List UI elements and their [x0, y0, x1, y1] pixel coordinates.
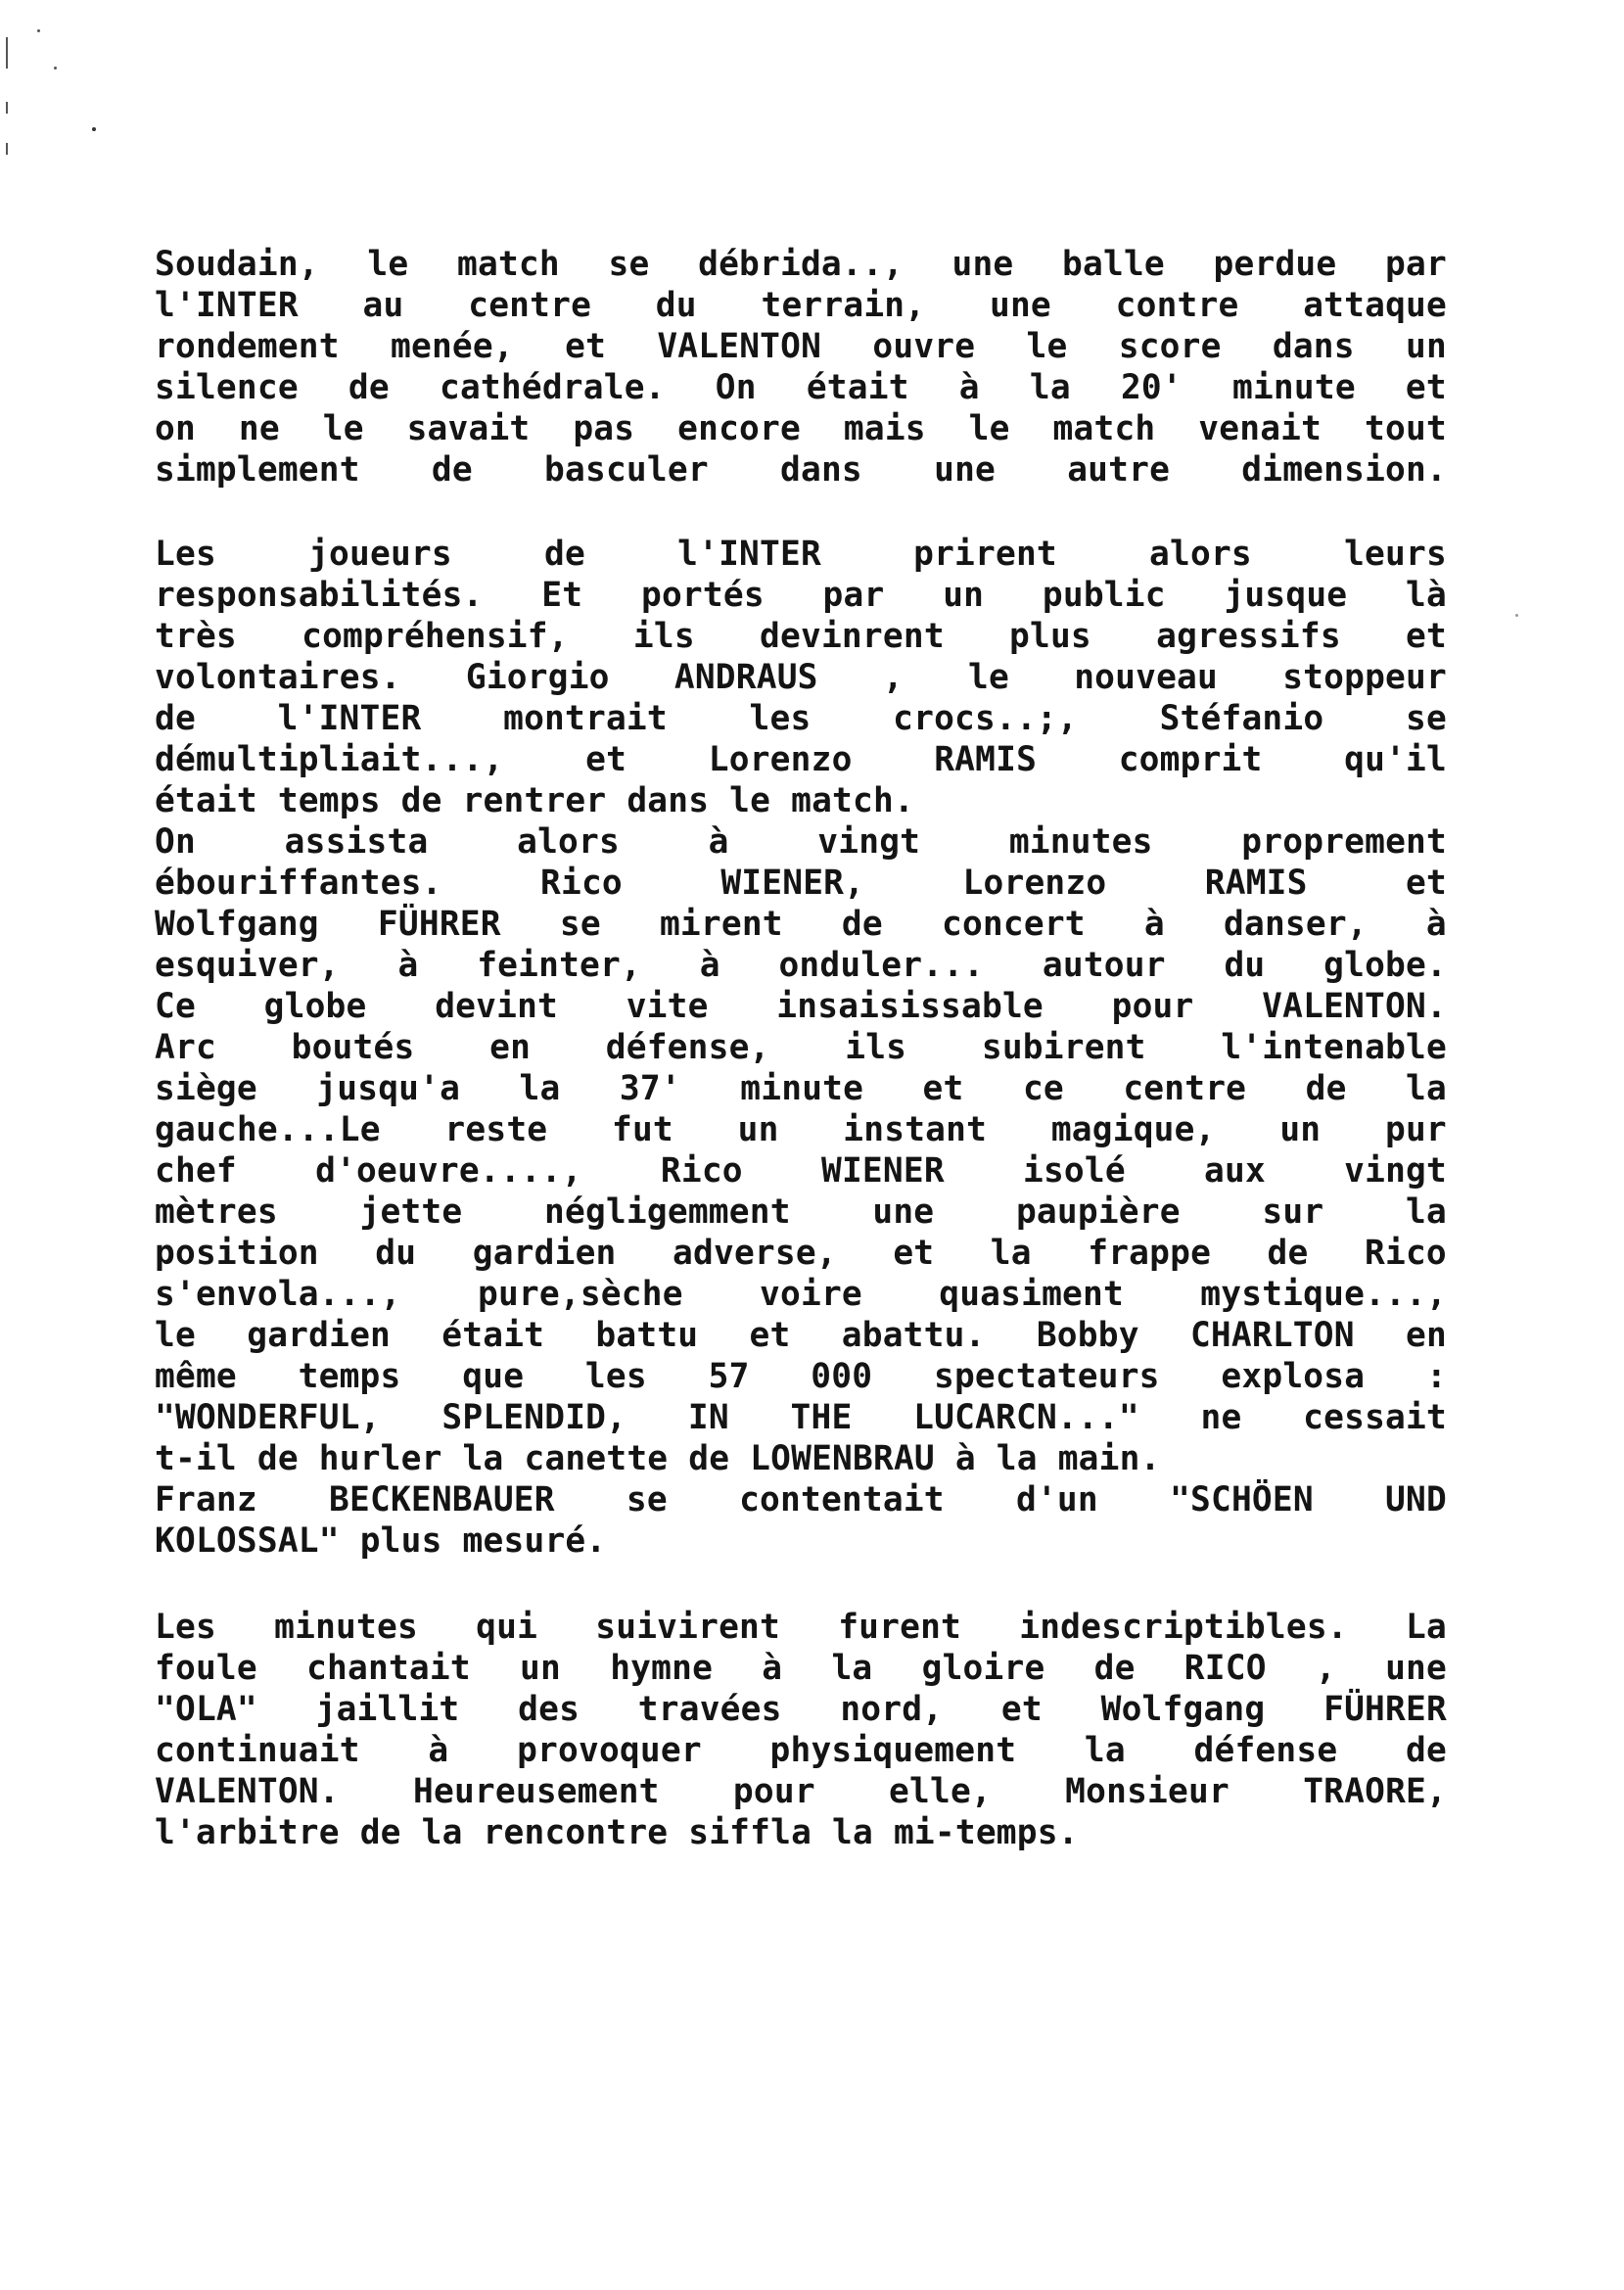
- text-line: chef d'oeuvre...., Rico WIENER isolé aux vingt: [155, 1151, 1447, 1191]
- text-line: mètres jette négligemment une paupière sur la: [155, 1192, 1447, 1232]
- text-line: Arc boutés en défense, ils subirent l'intenable: [155, 1028, 1447, 1067]
- text-line: silence de cathédrale. On était à la 20' minute et: [155, 368, 1447, 407]
- scan-artifact: [92, 127, 96, 131]
- text-line: Soudain, le match se débrida.., une balle perdue par: [155, 245, 1447, 284]
- text-line: Franz BECKENBAUER se contentait d'un "SCHÖEN UND: [155, 1480, 1447, 1519]
- scan-artifact: [1515, 614, 1518, 617]
- text-line: Ce globe devint vite insaisissable pour VALENTON.: [155, 987, 1447, 1026]
- scan-artifact: [37, 29, 40, 32]
- text-line: responsabilités. Et portés par un public jusque là: [155, 576, 1447, 615]
- text-line: "WONDERFUL, SPLENDID, IN THE LUCARCN..." ne cessait: [155, 1398, 1447, 1437]
- text-line: l'INTER au centre du terrain, une contre attaque: [155, 286, 1447, 325]
- text-line: était temps de rentrer dans le match.: [155, 781, 914, 820]
- scan-artifact: [6, 143, 8, 155]
- text-line: très compréhensif, ils devinrent plus agressifs et: [155, 617, 1447, 656]
- text-line: gauche...Le reste fut un instant magique, un pur: [155, 1110, 1447, 1149]
- text-line: KOLOSSAL" plus mesuré.: [155, 1521, 607, 1561]
- text-line: On assista alors à vingt minutes proprement: [155, 822, 1447, 862]
- text-line: VALENTON. Heureusement pour elle, Monsieur TRAORE,: [155, 1772, 1447, 1811]
- scan-artifact: [6, 37, 8, 69]
- text-line: foule chantait un hymne à la gloire de RICO , une: [155, 1649, 1447, 1688]
- text-line: on ne le savait pas encore mais le match venait tout: [155, 409, 1447, 448]
- paragraph-2: [155, 534, 1447, 1562]
- text-line: "OLA" jaillit des travées nord, et Wolfgang FÜHRER: [155, 1690, 1447, 1729]
- text-line: continuait à provoquer physiquement la défense de: [155, 1731, 1447, 1770]
- text-line: simplement de basculer dans une autre dimension.: [155, 450, 1447, 490]
- text-line: t-il de hurler la canette de LOWENBRAU à la main.: [155, 1439, 1161, 1478]
- text-line: siège jusqu'a la 37' minute et ce centre de la: [155, 1069, 1447, 1108]
- text-line: même temps que les 57 000 spectateurs explosa :: [155, 1357, 1447, 1396]
- text-line: ébouriffantes. Rico WIENER, Lorenzo RAMIS et: [155, 864, 1447, 903]
- text-line: de l'INTER montrait les crocs..;, Stéfanio se: [155, 699, 1447, 738]
- text-line: esquiver, à feinter, à onduler... autour du globe.: [155, 946, 1447, 985]
- text-line: Les minutes qui suivirent furent indescriptibles. La: [155, 1608, 1447, 1647]
- scan-artifact: [54, 67, 57, 70]
- paragraph-3: [155, 1607, 1447, 1853]
- text-line: l'arbitre de la rencontre siffla la mi-temps.: [155, 1813, 1079, 1852]
- text-line: s'envola..., pure,sèche voire quasiment mystique...,: [155, 1275, 1447, 1314]
- text-line: volontaires. Giorgio ANDRAUS , le nouveau stoppeur: [155, 658, 1447, 697]
- text-line: Les joueurs de l'INTER prirent alors leurs: [155, 535, 1447, 574]
- text-line: position du gardien adverse, et la frappe de Rico: [155, 1234, 1447, 1273]
- paragraph-1: [155, 244, 1447, 491]
- text-line: le gardien était battu et abattu. Bobby CHARLTON en: [155, 1316, 1447, 1355]
- scan-artifact: [6, 102, 8, 114]
- text-line: rondement menée, et VALENTON ouvre le score dans un: [155, 327, 1447, 366]
- text-line: démultipliait..., et Lorenzo RAMIS comprit qu'il: [155, 740, 1447, 779]
- text-line: Wolfgang FÜHRER se mirent de concert à danser, à: [155, 905, 1447, 944]
